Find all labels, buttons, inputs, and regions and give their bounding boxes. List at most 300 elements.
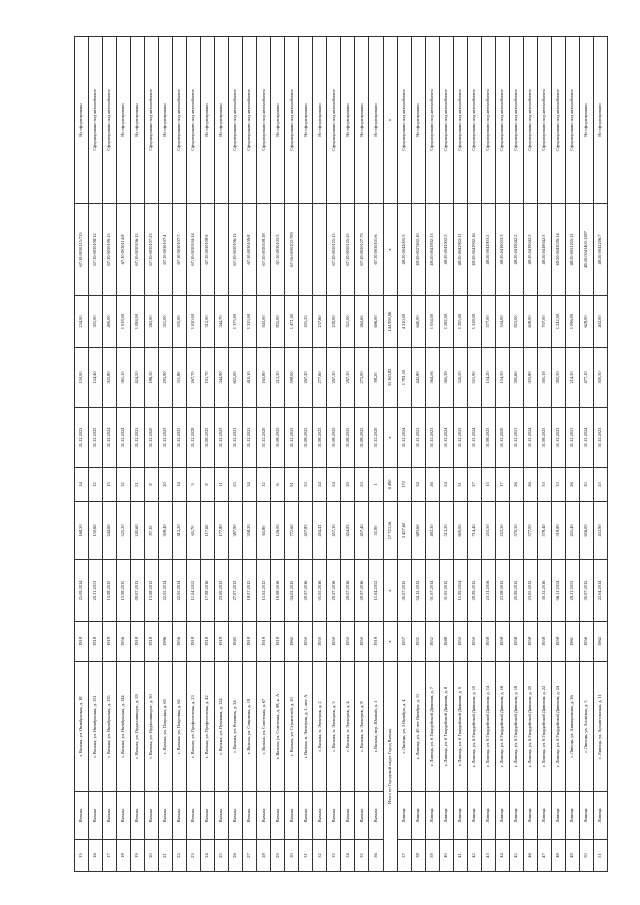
cost-cell: 88,20	[369, 348, 383, 408]
city-cell: Липецк	[537, 792, 551, 840]
cadastral-cell: 67:10:0030108:18	[257, 204, 271, 296]
row-number: 24	[201, 840, 215, 872]
status-cell: Сформировано под автомобилем	[173, 37, 187, 204]
status-cell: Сформировано под автомобилем	[453, 37, 467, 204]
year-cell: 1950	[341, 622, 355, 662]
area-cell: 600,00	[453, 502, 467, 560]
cadastral-cell: 48:20:0419042:3	[537, 204, 551, 296]
date-cell: 29.07.2016	[327, 560, 341, 622]
cadastral-cell: 48:20:0041902:3	[439, 204, 453, 296]
units-cell: 23	[355, 468, 369, 502]
cost-cell: 392,50	[551, 348, 565, 408]
price-cell: 534,00	[495, 296, 509, 348]
date-cell: 29.09.2015	[467, 560, 481, 622]
area-cell: 772,60	[285, 502, 299, 560]
cadastral-cell: 48:20:0041902:11	[453, 204, 467, 296]
area-cell: 253,50	[495, 502, 509, 560]
area-cell: 513,20	[439, 502, 453, 560]
row-number: 16	[89, 840, 103, 872]
address-cell: г. Вязьма, ул. Покровка, д. 65	[173, 662, 187, 792]
row-number: 29	[271, 840, 285, 872]
date-cell: 30.07.2015	[579, 560, 593, 622]
cadastral-cell	[313, 204, 327, 296]
address-cell: г. Вязьма, ул. Покровка, д. 63	[159, 662, 173, 792]
area-cell: 126,00	[271, 502, 285, 560]
deadline-cell: 31.12.2021	[229, 408, 243, 468]
price-cell: 1 084,00	[131, 296, 145, 348]
date-cell: 01.07.2014	[425, 560, 439, 622]
area-cell: 525,20	[117, 502, 131, 560]
units-cell: 14	[173, 468, 187, 502]
cadastral-cell: 67:10:0030114:8	[117, 204, 131, 296]
deadline-cell: 31.12.2021	[509, 408, 523, 468]
units-cell: 170	[397, 468, 411, 502]
address-cell: г. Вязьма, ул. Советская, д. 67	[257, 662, 271, 792]
price-cell: 335,00	[173, 296, 187, 348]
row-number: 36	[369, 840, 383, 872]
date-cell: 13.08.2015	[117, 560, 131, 622]
cost-cell: 154,50	[495, 348, 509, 408]
deadline-cell: 31.08.2025	[537, 408, 551, 468]
price-cell: 312,00	[201, 296, 215, 348]
price-cell: 1 034,00	[425, 296, 439, 348]
row-number: 18	[117, 840, 131, 872]
year-cell: 1958	[495, 622, 509, 662]
row-number: 50	[579, 840, 593, 872]
cadastral-cell: 67:10:0030105:3	[271, 204, 285, 296]
cadastral-cell: 48:20:0027402:10	[411, 204, 425, 296]
row-number: 21	[159, 840, 173, 872]
cadastral-cell: 67:10:0030108:12	[89, 204, 103, 296]
status-cell: Не сформировано	[355, 37, 369, 204]
deadline-cell: 31.12.2023	[75, 408, 89, 468]
price-cell: 237,60	[313, 296, 327, 348]
row-number: 37	[397, 840, 411, 872]
area-cell: 454,82	[341, 502, 355, 560]
deadline-cell: 31.12.2023	[159, 408, 173, 468]
units-cell: 21	[131, 468, 145, 502]
total-price: 144 993,96	[383, 296, 397, 348]
units-cell: 26	[425, 468, 439, 502]
area-cell: 3 457,60	[397, 502, 411, 560]
address-cell: г. Липецк, ул. 6 Гвардейской Дивизии, д. 16	[495, 662, 509, 792]
area-cell: 457,30	[327, 502, 341, 560]
row-number: 45	[509, 840, 523, 872]
area-cell: 457,40	[355, 502, 369, 560]
status-cell: Сформировано под автомобилем	[89, 37, 103, 204]
address-cell: г. Вязьма, ул. Советская, д. 98, к. А	[271, 662, 285, 792]
city-cell: Вязьма	[285, 792, 299, 840]
total-row	[383, 37, 397, 872]
year-cell: 1918	[271, 622, 285, 662]
table-row	[495, 37, 509, 872]
row-number: 17	[103, 840, 117, 872]
row-number: 46	[523, 840, 537, 872]
address-cell: г. Липецк, ул. 6 Гвардейской Дивизии, д. 14	[481, 662, 495, 792]
price-cell: 640,00	[411, 296, 425, 348]
units-cell: 31	[453, 468, 467, 502]
year-cell: 1918	[201, 622, 215, 662]
table-row	[481, 37, 495, 872]
cost-cell: 154,20	[481, 348, 495, 408]
status-cell: Сформировано под автомобилем	[187, 37, 201, 204]
cost-cell: 212,30	[271, 348, 285, 408]
cadastral-cell: 67:10:0030103:709	[285, 204, 299, 296]
deadline-cell: 31.12.2024	[467, 408, 481, 468]
city-cell: Вязьма	[215, 792, 229, 840]
price-cell: 321,00	[341, 296, 355, 348]
year-cell: 1950	[467, 622, 481, 662]
cost-cell: 302,80	[103, 348, 117, 408]
table-row	[593, 37, 607, 872]
price-cell: 1 282,00	[439, 296, 453, 348]
units-cell: 30	[579, 468, 593, 502]
price-cell: 1 333,00	[243, 296, 257, 348]
cadastral-cell: 67:10:0030107:7	[173, 204, 187, 296]
price-cell: 1 020,00	[187, 296, 201, 348]
date-cell: 23.05.2013	[523, 560, 537, 622]
table-row	[299, 37, 313, 872]
city-cell: Вязьма	[243, 792, 257, 840]
units-cell: 24	[439, 468, 453, 502]
units-cell: 91	[285, 468, 299, 502]
row-number: 34	[341, 840, 355, 872]
table-row	[397, 37, 411, 872]
table-row	[439, 37, 453, 872]
table-row	[355, 37, 369, 872]
table-row	[201, 37, 215, 872]
units-cell: 26	[509, 468, 523, 502]
row-number: 19	[131, 840, 145, 872]
table-row	[117, 37, 131, 872]
cost-cell: 267,30	[327, 348, 341, 408]
units-cell: 8	[201, 468, 215, 502]
year-cell: 1962	[285, 622, 299, 662]
cost-cell: 442,80	[411, 348, 425, 408]
status-cell: Не сформировано	[271, 37, 285, 204]
row-number: 32	[313, 840, 327, 872]
year-cell: 1956	[579, 622, 593, 662]
rotated-table-container	[74, 37, 608, 872]
area-cell: 245,60	[131, 502, 145, 560]
cost-cell: 186,50	[145, 348, 159, 408]
deadline-cell: 31.12.2021	[411, 408, 425, 468]
city-cell: Липецк	[579, 792, 593, 840]
deadline-cell: 31.08.2025	[341, 408, 355, 468]
table-row	[89, 37, 103, 872]
status-cell: Сформировано под автомобилем	[509, 37, 523, 204]
year-cell: 1950	[355, 622, 369, 662]
year-cell: 1918	[243, 622, 257, 662]
units-cell: 25	[593, 468, 607, 502]
address-cell: г. Липецк, ул. 6 Гвардейской Дивизии, д. 7	[425, 662, 439, 792]
cost-cell: 344,90	[215, 348, 229, 408]
price-cell: 823,00	[509, 296, 523, 348]
price-cell: 1 375,00	[229, 296, 243, 348]
row-number: 28	[257, 840, 271, 872]
area-cell: 683,60	[411, 502, 425, 560]
area-cell: 35,90	[369, 502, 383, 560]
address-cell: г. Вязьма, ул. Орджоникидзе, д. 29	[131, 662, 145, 792]
area-cell: 168,50	[75, 502, 89, 560]
city-cell: Липецк	[593, 792, 607, 840]
total-units: 4 490	[383, 468, 397, 502]
deadline-cell: 31.12.2029	[187, 408, 201, 468]
date-cell: 04.12.2013	[411, 560, 425, 622]
price-cell: 577,00	[481, 296, 495, 348]
status-cell: Сформировано под автомобилем	[145, 37, 159, 204]
row-number: 48	[551, 840, 565, 872]
units-cell: 29	[341, 468, 355, 502]
units-cell: 17	[495, 468, 509, 502]
cadastral-cell: 67:10:0030109:15	[103, 204, 117, 296]
deadline-cell: 31.12.2020	[257, 408, 271, 468]
date-cell: 29.07.2016	[355, 560, 369, 622]
row-number: 22	[173, 840, 187, 872]
area-cell: 714,40	[467, 502, 481, 560]
row-number: 20	[145, 840, 159, 872]
city-cell: Липецк	[411, 792, 425, 840]
year-cell: 1962	[593, 622, 607, 662]
city-cell: Липецк	[397, 792, 411, 840]
table-row	[187, 37, 201, 872]
city-cell: Вязьма	[257, 792, 271, 840]
total-area: 17 723,16	[383, 502, 397, 560]
city-cell: Липецк	[439, 792, 453, 840]
status-cell: Не сформировано	[593, 37, 607, 204]
table-row	[579, 37, 593, 872]
year-cell: 1918	[369, 622, 383, 662]
year-cell: 1918	[89, 622, 103, 662]
year-cell: 1918	[103, 622, 117, 662]
address-cell: г. Липецк, ул. Архангельская, д. 11	[593, 662, 607, 792]
cost-cell: 273,00	[355, 348, 369, 408]
deadline-cell: 31.12.2023	[453, 408, 467, 468]
price-cell: 4 310,00	[397, 296, 411, 348]
address-cell: г. Вязьма, ул. Октябрьская, д. 18	[75, 662, 89, 792]
row-number: 26	[229, 840, 243, 872]
date-cell: 11.04.2012	[187, 560, 201, 622]
status-cell: Не сформировано	[579, 37, 593, 204]
price-cell: 239,00	[327, 296, 341, 348]
date-cell: 31.05.2015	[439, 560, 453, 622]
city-cell: Вязьма	[75, 792, 89, 840]
status-cell: Не сформировано	[75, 37, 89, 204]
table-row	[271, 37, 285, 872]
date-cell: 29.07.2016	[299, 560, 313, 622]
city-cell: Липецк	[453, 792, 467, 840]
year-cell: 1950	[453, 622, 467, 662]
cost-cell: 300,30	[593, 348, 607, 408]
housing-register-table	[74, 36, 608, 872]
year-cell: 1935	[411, 622, 425, 662]
year-cell: 1957	[397, 622, 411, 662]
table-row	[159, 37, 173, 872]
units-cell: 1	[369, 468, 383, 502]
deadline-cell: 31.12.2021	[565, 408, 579, 468]
status-cell: Сформировано под автомобилем	[439, 37, 453, 204]
area-cell: 244,60	[103, 502, 117, 560]
table-row	[229, 37, 243, 872]
city-cell: Вязьма	[201, 792, 215, 840]
city-cell: Вязьма	[187, 792, 201, 840]
date-cell: 23.08.2012	[495, 560, 509, 622]
table-row	[425, 37, 439, 872]
cost-cell: 551,90	[467, 348, 481, 408]
city-cell: Липецк	[467, 792, 481, 840]
date-cell: 22.04.2014	[593, 560, 607, 622]
cost-cell: 395,60	[509, 348, 523, 408]
cadastral-cell: 67:10:0030107:23	[145, 204, 159, 296]
area-cell: 117,60	[201, 502, 215, 560]
table-row	[411, 37, 425, 872]
row-number: 15	[75, 840, 89, 872]
year-cell: 1918	[131, 622, 145, 662]
status-cell: Не сформировано	[313, 37, 327, 204]
address-cell: г. Вязьма, ул. Репнина, д. 34	[229, 662, 243, 792]
area-cell: 63,80	[257, 502, 271, 560]
status-cell: Сформировано под автомобилем	[257, 37, 271, 204]
city-cell: Вязьма	[355, 792, 369, 840]
date-cell: 09.07.2013	[131, 560, 145, 622]
date-cell: 22.05.2014	[173, 560, 187, 622]
cost-cell: 364,56	[425, 348, 439, 408]
status-cell: Не сформировано	[117, 37, 131, 204]
cadastral-cell: 67:10:0030115:713	[75, 204, 89, 296]
date-cell: 23.11.2016	[481, 560, 495, 622]
city-cell: Липецк	[523, 792, 537, 840]
cost-cell: 598,00	[285, 348, 299, 408]
deadline-cell: 31.12.2024	[579, 408, 593, 468]
date-cell: 20.09.2012	[509, 560, 523, 622]
year-cell: 1950	[327, 622, 341, 662]
year-cell: 1956	[117, 622, 131, 662]
table-row	[243, 37, 257, 872]
area-cell: 454,41	[313, 502, 327, 560]
deadline-cell: 31.12.2024	[117, 408, 131, 468]
total-x2: х	[383, 560, 397, 622]
date-cell: 13.08.2012	[145, 560, 159, 622]
table-row	[509, 37, 523, 872]
row-number: 27	[243, 840, 257, 872]
area-cell: 201,40	[565, 502, 579, 560]
cost-cell: 191,70	[201, 348, 215, 408]
table-row	[215, 37, 229, 872]
address-cell: г. Липецк, ул. 6 Гвардейской Дивизии, д. 8	[439, 662, 453, 792]
cost-cell: 395,19	[537, 348, 551, 408]
date-cell: 29.11.2012	[565, 560, 579, 622]
price-cell: 344,70	[215, 296, 229, 348]
table-row	[173, 37, 187, 872]
status-cell: Не сформировано	[369, 37, 383, 204]
status-cell: Сформировано под автомобилем	[495, 37, 509, 204]
address-cell: г. Вязьма, ул. Пушкина, д. 124	[215, 662, 229, 792]
cadastral-cell: 67:10:0030107:4	[159, 204, 173, 296]
units-cell: 20	[159, 468, 173, 502]
total-cost: 33 263,82	[383, 348, 397, 408]
total-x3: х	[383, 408, 397, 468]
date-cell: 25.09.2014	[75, 560, 89, 622]
area-cell: 358,20	[243, 502, 257, 560]
status-cell: Сформировано под автомобилем	[467, 37, 481, 204]
year-cell: 1918	[187, 622, 201, 662]
cadastral-cell: 67:10:0030109:8	[243, 204, 257, 296]
units-cell: 24	[313, 468, 327, 502]
units-cell: 34	[411, 468, 425, 502]
price-cell: 943,00	[257, 296, 271, 348]
cadastral-cell: 48:20:0041902:13	[425, 204, 439, 296]
price-cell: 1 096,00	[565, 296, 579, 348]
cost-cell: 267,70	[187, 348, 201, 408]
cadastral-cell: 48:20:0419042:3	[523, 204, 537, 296]
cost-cell: 410,10	[243, 348, 257, 408]
year-cell: 1958	[509, 622, 523, 662]
city-cell: Липецк	[481, 792, 495, 840]
cost-cell: 361,10	[117, 348, 131, 408]
units-cell: 8	[145, 468, 159, 502]
city-cell: Липецк	[495, 792, 509, 840]
deadline-cell: 31.12.2023	[285, 408, 299, 468]
status-cell: Сформировано под автомобилем	[425, 37, 439, 204]
price-cell: 402,00	[593, 296, 607, 348]
row-number: 25	[215, 840, 229, 872]
city-cell: Вязьма	[145, 792, 159, 840]
cadastral-cell: 67:10:0030106:15	[131, 204, 145, 296]
date-cell: 22.05.2014	[159, 560, 173, 622]
address-cell: г. Липецк, ул. 6 Гвардейской Дивизии, д. 24	[551, 662, 565, 792]
table-row	[523, 37, 537, 872]
city-cell: Вязьма	[229, 792, 243, 840]
table-row	[285, 37, 299, 872]
row-number: 39	[425, 840, 439, 872]
price-cell: 201,35	[299, 296, 313, 348]
units-cell: 14	[75, 468, 89, 502]
address-cell: г. Липецк, ул. Азовская, д. 5	[579, 662, 593, 792]
area-cell: 457,85	[299, 502, 313, 560]
deadline-cell: 31.12.2021	[425, 408, 439, 468]
status-cell: Сформировано под автомобилем	[537, 37, 551, 204]
date-cell: 27.07.2012	[229, 560, 243, 622]
row-number: 23	[187, 840, 201, 872]
price-cell: 1 018,00	[117, 296, 131, 348]
cost-cell: 601,00	[229, 348, 243, 408]
cost-cell: 1 781,50	[397, 348, 411, 408]
table-row	[453, 37, 467, 872]
year-cell: 1961	[565, 622, 579, 662]
date-cell: 30.07.2015	[397, 560, 411, 622]
cost-cell: 424,50	[131, 348, 145, 408]
total-x5: х	[383, 37, 397, 204]
address-cell: г. Вязьма, п. Электрик, д. 3	[327, 662, 341, 792]
area-cell: 570,50	[509, 502, 523, 560]
table-row	[537, 37, 551, 872]
row-number: 41	[453, 840, 467, 872]
status-cell: Сформировано под автомобилем	[551, 37, 565, 204]
year-cell: 1956	[173, 622, 187, 662]
date-cell: 29.07.2016	[341, 560, 355, 622]
area-cell: 412,20	[173, 502, 187, 560]
units-cell: 33	[551, 468, 565, 502]
deadline-cell: 31.08.2025	[271, 408, 285, 468]
row-number: 49	[565, 840, 579, 872]
row-number: 30	[285, 840, 299, 872]
year-cell: 1948	[439, 622, 453, 662]
price-cell: 351,00	[159, 296, 173, 348]
units-cell: 26	[565, 468, 579, 502]
cost-cell: 311,80	[173, 348, 187, 408]
units-cell: 15	[481, 468, 495, 502]
address-cell: г. Вязьма, ул. Октябрьская, д. 135	[103, 662, 117, 792]
